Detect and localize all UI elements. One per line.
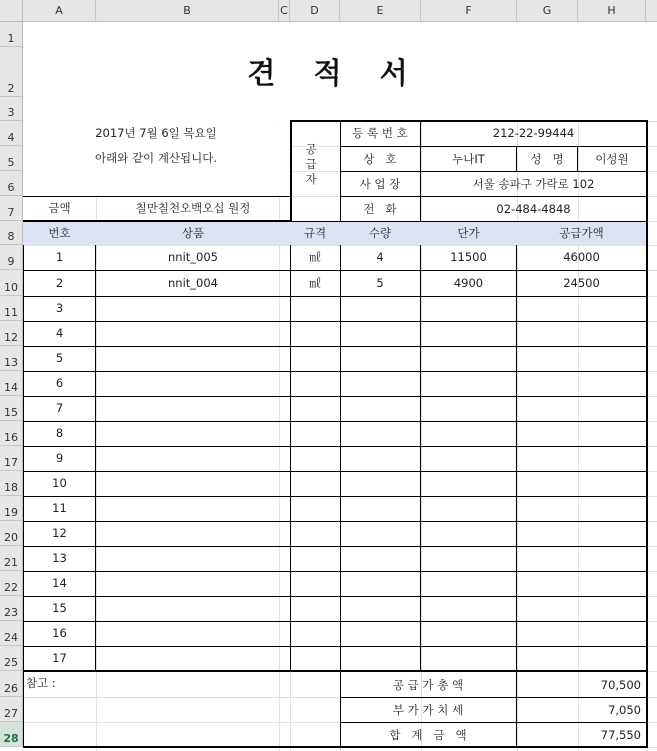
cell-no: 10 xyxy=(52,476,67,490)
cell-qty xyxy=(340,346,420,371)
header-price: 단가 xyxy=(457,226,480,240)
row-header-1[interactable]: 1 xyxy=(0,22,23,47)
cell-spec xyxy=(290,421,340,446)
cell-spec xyxy=(290,371,340,396)
cell-total: 24500 xyxy=(563,276,600,290)
cell-product xyxy=(96,646,290,671)
cell-no: 13 xyxy=(52,551,67,565)
cell-qty xyxy=(340,571,420,596)
cell-no: 11 xyxy=(52,501,67,515)
cell-no: 16 xyxy=(52,626,67,640)
cell-total xyxy=(517,471,646,496)
header-spec: 규격 xyxy=(303,226,327,240)
summary-vat-value: 7,050 xyxy=(608,703,641,717)
cell-total xyxy=(517,521,646,546)
phone-value: 02-484-4848 xyxy=(496,202,571,216)
cell-price: 4900 xyxy=(453,276,484,290)
cell-qty xyxy=(340,496,420,521)
cell-spec xyxy=(290,446,340,471)
cell-price xyxy=(421,346,516,371)
representative-label: 성 명 xyxy=(530,152,564,166)
cell-total xyxy=(517,421,646,446)
row-header-11[interactable]: 11 xyxy=(0,296,23,321)
column-header-g[interactable]: G xyxy=(517,0,578,22)
cell-price xyxy=(421,571,516,596)
cell-no: 3 xyxy=(55,301,64,315)
cell-total xyxy=(517,646,646,671)
column-header-h[interactable]: H xyxy=(578,0,646,22)
cell-total xyxy=(517,346,646,371)
cell-qty xyxy=(340,296,420,321)
cell-qty xyxy=(340,646,420,671)
cell-product xyxy=(96,346,290,371)
cell-price xyxy=(421,621,516,646)
summary-supply-label: 공 급 가 총 액 xyxy=(392,678,464,692)
cell-spec xyxy=(290,596,340,621)
cell-price xyxy=(421,646,516,671)
cell-price xyxy=(421,396,516,421)
cell-spec xyxy=(290,546,340,571)
cell-product xyxy=(96,521,290,546)
cell-spec xyxy=(290,321,340,346)
date-text: 2017년 7월 6일 목요일 xyxy=(95,126,217,140)
summary-total-value: 77,550 xyxy=(600,728,641,742)
cell-no: 5 xyxy=(55,351,64,365)
calc-text: 아래와 같이 계산됩니다. xyxy=(94,151,218,165)
summary-supply-value: 70,500 xyxy=(600,678,641,692)
row-header-16[interactable]: 16 xyxy=(0,421,23,446)
cell-product xyxy=(96,296,290,321)
cell-spec: ㎖ xyxy=(309,250,321,264)
doc-title: 견 적 서 xyxy=(247,56,422,90)
row-header-10[interactable]: 10 xyxy=(0,270,23,296)
address-label: 사 업 장 xyxy=(359,177,401,191)
row-header-26[interactable]: 26 xyxy=(0,671,23,697)
row-header-7[interactable]: 7 xyxy=(0,196,23,221)
header-total: 공급가액 xyxy=(559,226,604,240)
amount-label: 금액 xyxy=(48,201,71,215)
row-header-15[interactable]: 15 xyxy=(0,396,23,421)
company-name-label: 상 호 xyxy=(363,152,397,166)
border-line xyxy=(646,221,648,748)
phone-label: 전 화 xyxy=(363,202,397,216)
amount-text: 칠만칠천오백오십 원정 xyxy=(135,201,251,215)
cell-price xyxy=(421,321,516,346)
cell-product xyxy=(96,571,290,596)
row-header-2[interactable]: 2 xyxy=(0,47,23,97)
cell-product xyxy=(96,396,290,421)
cell-qty xyxy=(340,621,420,646)
row-header-17[interactable]: 17 xyxy=(0,446,23,471)
row-header-12[interactable]: 12 xyxy=(0,321,23,346)
cell-qty xyxy=(340,396,420,421)
row-header-19[interactable]: 19 xyxy=(0,496,23,521)
cell-spec xyxy=(290,621,340,646)
supplier-label: 공 급 자 xyxy=(305,142,317,186)
row-header-23[interactable]: 23 xyxy=(0,596,23,621)
summary-total-label: 합 계 금 액 xyxy=(389,728,467,742)
cell-price xyxy=(421,596,516,621)
cell-qty xyxy=(340,546,420,571)
cell-no: 4 xyxy=(55,326,64,340)
cell-total xyxy=(517,496,646,521)
cell-price xyxy=(421,296,516,321)
header-qty: 수량 xyxy=(368,226,392,240)
row-header-21[interactable]: 21 xyxy=(0,546,23,571)
cell-no: 9 xyxy=(55,451,64,465)
cell-product xyxy=(96,421,290,446)
cell-spec xyxy=(290,396,340,421)
row-header-28[interactable]: 28 xyxy=(0,722,23,747)
cell-total xyxy=(517,621,646,646)
column-header-c[interactable]: C xyxy=(279,0,290,22)
column-header-filler xyxy=(646,0,657,22)
cell-product: nnit_005 xyxy=(168,250,218,264)
border-line xyxy=(290,120,292,221)
cell-spec xyxy=(290,571,340,596)
header-product: 상품 xyxy=(181,226,205,240)
cell-spec xyxy=(290,521,340,546)
row-header-22[interactable]: 22 xyxy=(0,571,23,596)
cell-no: 15 xyxy=(52,601,67,615)
cell-price xyxy=(421,546,516,571)
cell-total xyxy=(517,446,646,471)
row-header-13[interactable]: 13 xyxy=(0,346,23,371)
row-header-24[interactable]: 24 xyxy=(0,621,23,646)
cell-product xyxy=(96,496,290,521)
row-header-3[interactable]: 3 xyxy=(0,97,23,121)
row-header-18[interactable]: 18 xyxy=(0,471,23,496)
cell-product xyxy=(96,371,290,396)
column-header-d[interactable]: D xyxy=(290,0,340,22)
row-header-20[interactable]: 20 xyxy=(0,521,23,546)
cell-qty xyxy=(340,596,420,621)
cell-spec xyxy=(290,346,340,371)
cell-price xyxy=(421,471,516,496)
cell-qty xyxy=(340,321,420,346)
cell-product xyxy=(96,546,290,571)
cell-product xyxy=(96,621,290,646)
column-header-a[interactable]: A xyxy=(23,0,96,22)
cell-spec xyxy=(290,471,340,496)
cell-total xyxy=(517,396,646,421)
border-line xyxy=(646,120,648,221)
row-header-27[interactable]: 27 xyxy=(0,697,23,722)
cell-spec xyxy=(290,296,340,321)
reg-number-value: 212-22-99444 xyxy=(492,126,575,140)
cell-product xyxy=(96,446,290,471)
cell-no: 8 xyxy=(55,426,64,440)
select-all-corner[interactable] xyxy=(0,0,23,22)
row-header-5[interactable]: 5 xyxy=(0,146,23,171)
cell-no: 12 xyxy=(52,526,67,540)
cell-qty: 4 xyxy=(376,250,384,264)
cell-spec: ㎖ xyxy=(309,276,321,290)
cell-price xyxy=(421,371,516,396)
cell-product: nnit_004 xyxy=(168,276,218,290)
note-label: 참고 : xyxy=(26,676,56,690)
cell-qty xyxy=(340,446,420,471)
row-header-4[interactable]: 4 xyxy=(0,121,23,146)
cell-no: 1 xyxy=(55,250,64,264)
column-header-e[interactable]: E xyxy=(340,0,421,22)
cell-price xyxy=(421,521,516,546)
cell-price xyxy=(421,446,516,471)
cell-price: 11500 xyxy=(450,250,487,264)
cell-spec xyxy=(290,496,340,521)
representative-value: 이성원 xyxy=(595,152,629,166)
row-header-8[interactable]: 8 xyxy=(0,221,23,245)
cell-total xyxy=(517,321,646,346)
address-value: 서울 송파구 가락로 102 xyxy=(472,177,595,191)
cell-product xyxy=(96,596,290,621)
cell-no: 7 xyxy=(55,401,64,415)
row-header-6[interactable]: 6 xyxy=(0,171,23,196)
cell-price xyxy=(421,421,516,446)
summary-vat-label: 부 가 가 치 세 xyxy=(392,703,464,717)
cell-qty xyxy=(340,421,420,446)
company-name-value: 누나IT xyxy=(452,152,485,166)
cell-qty xyxy=(340,471,420,496)
cell-no: 14 xyxy=(52,576,67,590)
cell-total xyxy=(517,596,646,621)
row-header-14[interactable]: 14 xyxy=(0,371,23,396)
cell-total xyxy=(517,571,646,596)
column-header-f[interactable]: F xyxy=(421,0,517,22)
border-line xyxy=(23,671,24,748)
cell-no: 17 xyxy=(52,651,67,665)
row-header-9[interactable]: 9 xyxy=(0,245,23,270)
cell-no: 2 xyxy=(55,276,64,290)
cell-qty: 5 xyxy=(376,276,384,290)
cell-total xyxy=(517,546,646,571)
cell-no: 6 xyxy=(55,376,64,390)
row-header-25[interactable]: 25 xyxy=(0,646,23,671)
cell-qty xyxy=(340,521,420,546)
cell-total xyxy=(517,296,646,321)
cell-spec xyxy=(290,646,340,671)
cell-total: 46000 xyxy=(563,250,600,264)
cell-product xyxy=(96,321,290,346)
cell-qty xyxy=(340,371,420,396)
header-no: 번호 xyxy=(48,226,71,240)
column-header-b[interactable]: B xyxy=(96,0,279,22)
cell-product xyxy=(96,471,290,496)
cell-price xyxy=(421,496,516,521)
cell-total xyxy=(517,371,646,396)
reg-number-label: 등 록 번 호 xyxy=(352,126,408,140)
